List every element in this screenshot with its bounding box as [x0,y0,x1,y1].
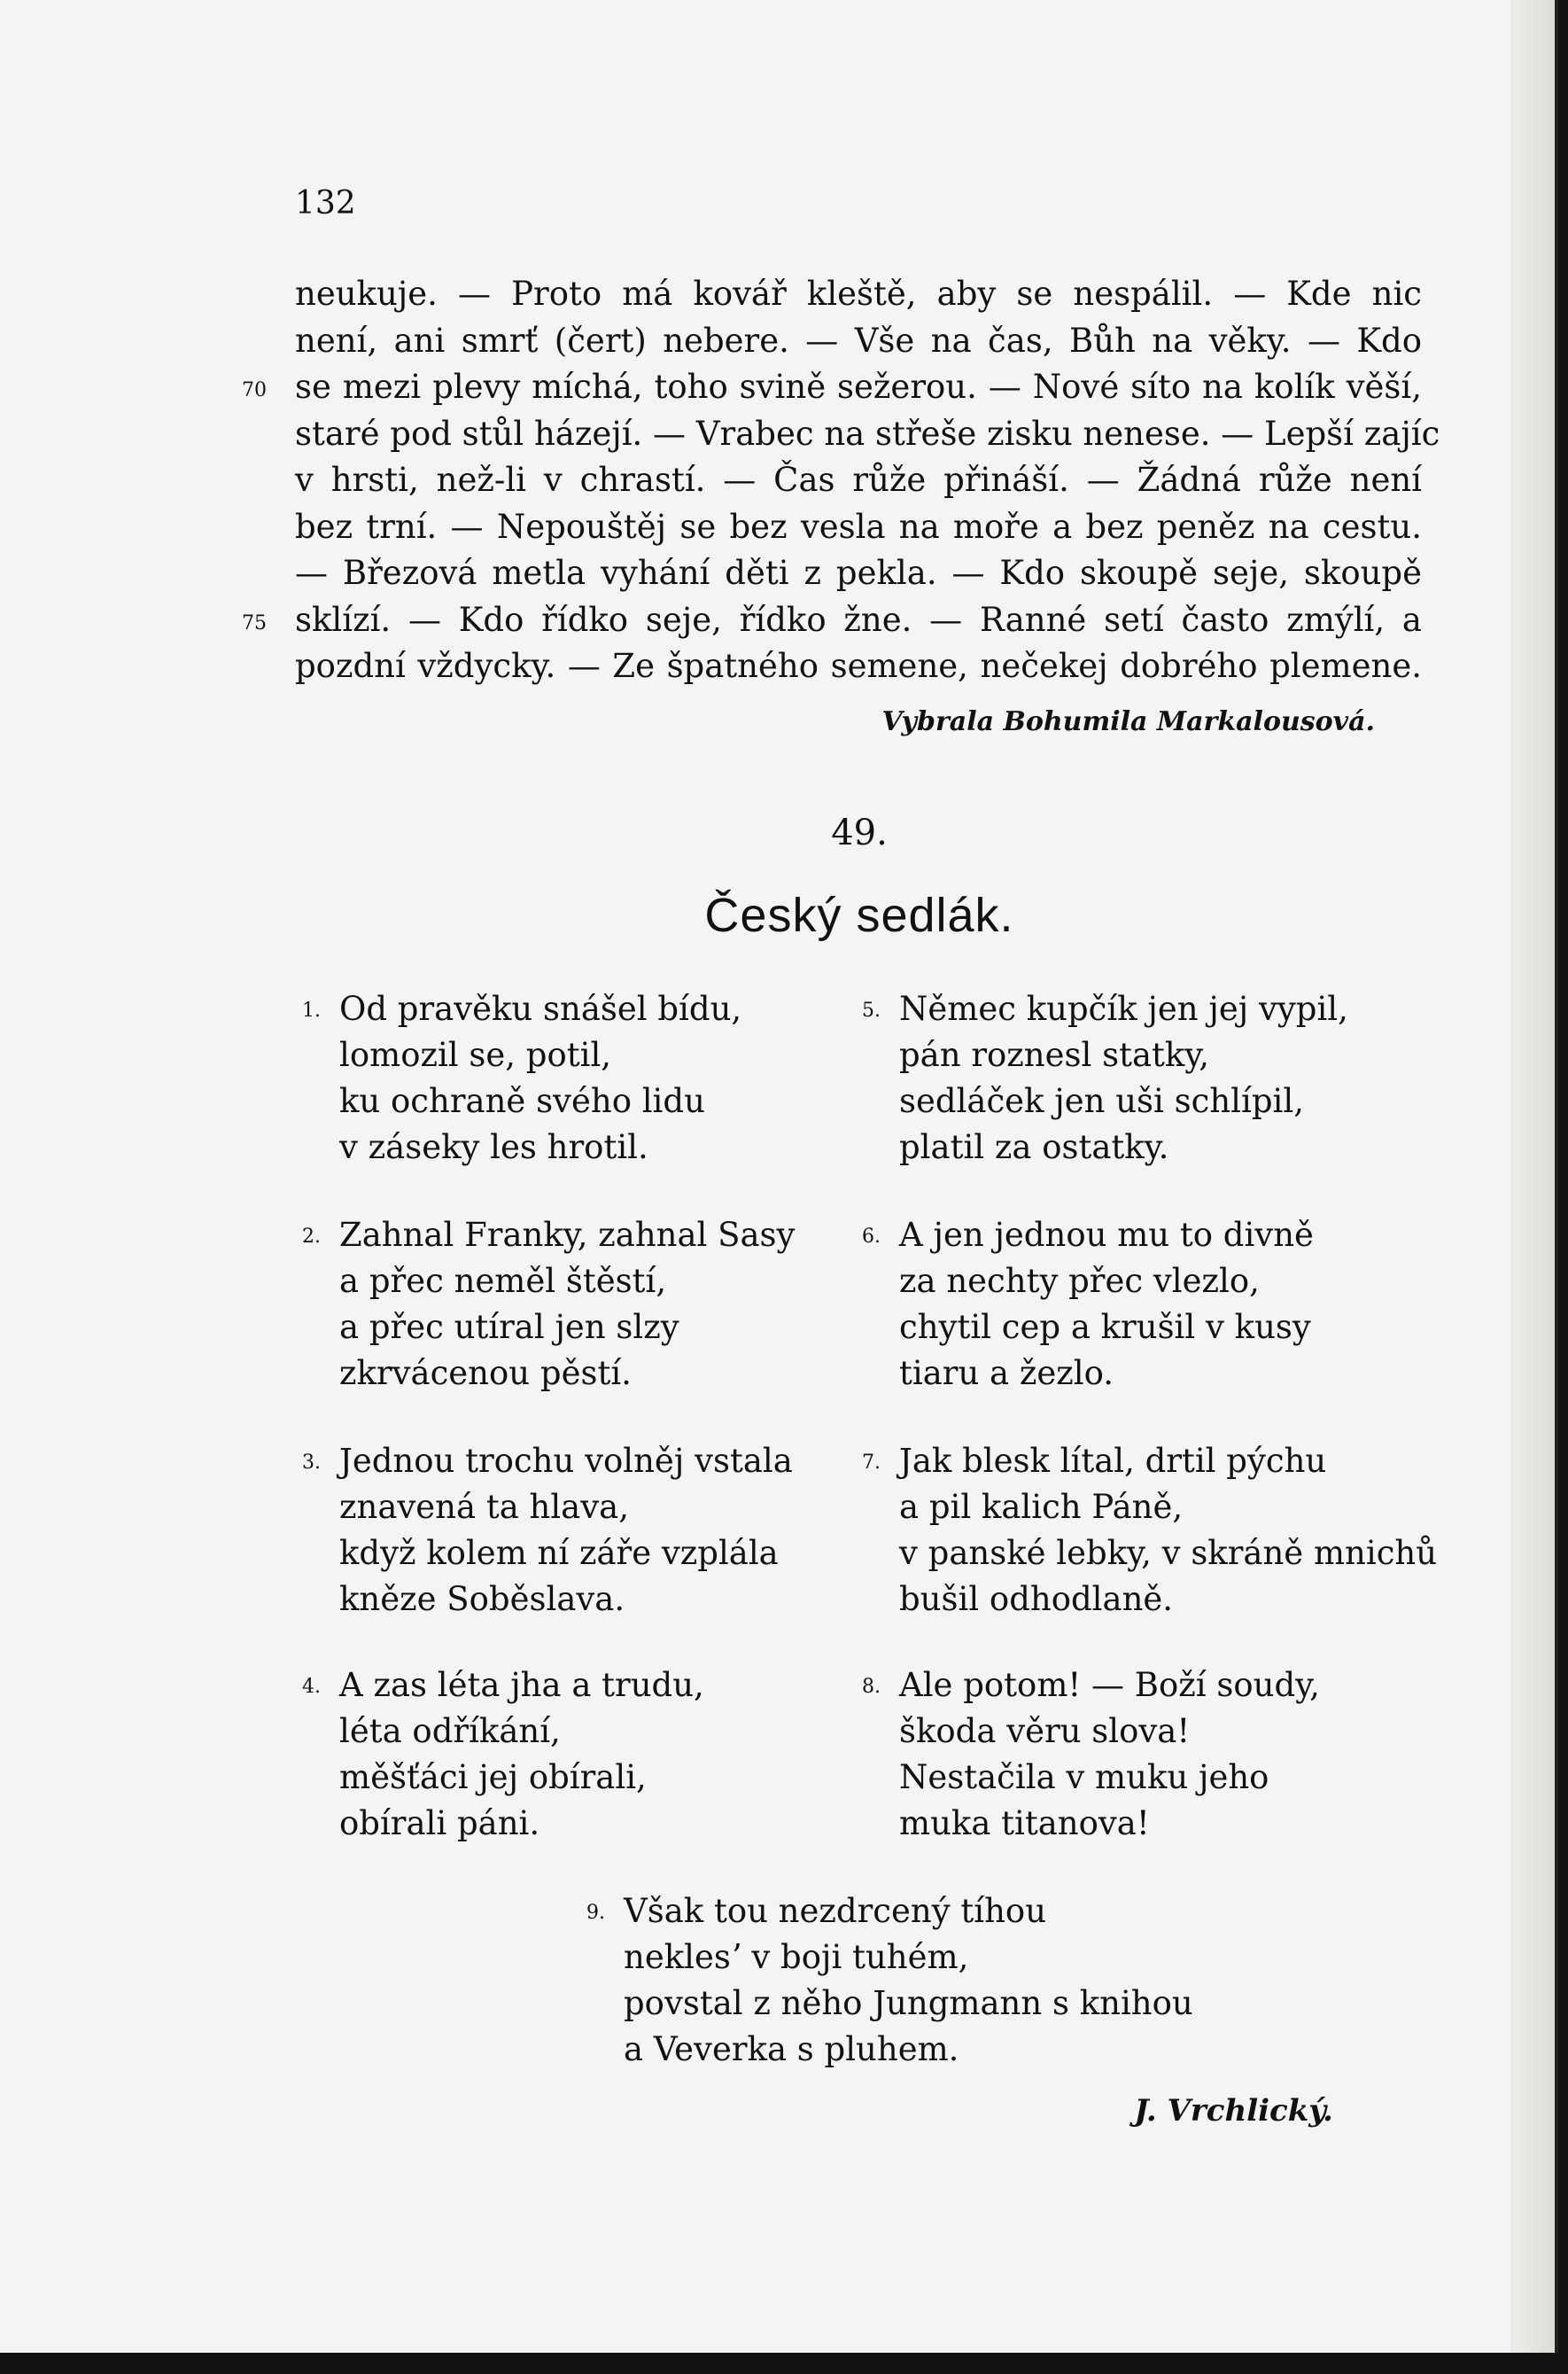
verse-line: a přec neměl štěstí, [339,1262,667,1300]
stanza [862,986,1348,1171]
poem-number: 49. [831,813,888,853]
verse-line: když kolem ní záře vzplála [339,1534,779,1572]
verse-line: zkrvácenou pěstí. [339,1354,632,1392]
prose-line: neukuje. — Proto má kovář kleště, aby se nespálil. — Kde nic [295,275,1422,313]
verse-line: měšťáci jej obírali, [339,1758,647,1796]
verse-line: platil za ostatky. [899,1128,1169,1166]
verse-line: Však tou nezdrcený tíhou [624,1892,1047,1930]
poem-title: Český sedlák. [704,889,1014,942]
proverbs-text [242,271,1440,690]
verse-line: A jen jednou mu to divně [899,1216,1314,1254]
verse-line: kněze Soběslava. [339,1580,625,1618]
verse-line: Od pravěku snášel bídu, [339,990,742,1028]
stanza-number: 7. [862,1452,881,1474]
verse-line: tiaru a žezlo. [899,1354,1114,1392]
stanza [586,1888,1193,2073]
verse-line: Zahnal Franky, zahnal Sasy [339,1216,796,1254]
stanza-number: 8. [862,1676,881,1698]
verse-line: lomozil se, potil, [339,1036,612,1074]
verse-line: škoda věru slova! [899,1712,1191,1750]
stanza-number: 9. [586,1902,605,1924]
prose-line: bez trní. — Nepouštěj se bez vesla na moře a bez peněz na cestu. [295,507,1422,546]
scan-edge [1510,0,1555,2353]
stanza-number: 5. [862,1000,881,1022]
stanza-number: 2. [302,1226,321,1248]
prose-line: staré pod stůl házejí. — Vrabec na střeše zisku nenese. — Lepší zajíc [295,414,1440,453]
verse-line: v panské lebky, v skráně mnichů [899,1534,1438,1572]
verse-line: sedláček jen uši schlípil, [899,1082,1304,1120]
verse-line: za nechty přec vlezlo, [899,1262,1260,1300]
verse-line: obírali páni. [339,1804,540,1842]
verse-line: chytil cep a krušil v kusy [899,1308,1311,1346]
proverbs-attribution: Vybrala Bohumila Markalousová. [881,706,1375,737]
prose-line: v hrsti, než-li v chrastí. — Čas růže přináší. — Žádná růže není [295,461,1422,499]
stanza [862,1662,1320,1847]
verse-line: pán roznesl statky, [899,1036,1210,1074]
stanza [862,1212,1314,1397]
verse-line: Ale potom! — Boží soudy, [899,1666,1320,1704]
stanza [302,1662,704,1847]
verse-line: Němec kupčík jen jej vypil, [899,990,1348,1028]
prose-line: — Březová metla vyhání děti z pekla. — Kdo skoupě seje, skoupě [295,554,1422,592]
verse-line: ku ochraně svého lidu [339,1082,705,1120]
verse-line: a pil kalich Páně, [899,1488,1184,1526]
verse-line: neklesʼ v boji tuhém, [624,1938,969,1976]
stanza-number: 3. [302,1452,321,1474]
verse-line: Jednou trochu volněj vstala [339,1442,793,1480]
verse-line: muka titanova! [899,1804,1150,1842]
verse-line: v záseky les hrotil. [339,1128,648,1166]
verse-line: léta odříkání, [339,1712,561,1750]
verse-line: znavená ta hlava, [339,1488,629,1526]
verse-line: bušil odhodlaně. [899,1580,1174,1618]
stanza-number: 4. [302,1676,321,1698]
prose-line: 75 sklízí. — Kdo řídko seje, řídko žne. — Ranné setí často zmýlí, a [295,597,1422,644]
line-number: 70 [242,379,267,401]
stanza [302,986,742,1171]
stanza-number: 6. [862,1226,881,1248]
poem-author: J. Vrchlický. [1134,2093,1333,2129]
stanza [862,1438,1438,1623]
page-number: 132 [295,185,356,222]
prose-line: není, ani smrť (čert) nebere. — Vše na čas, Bůh na věky. — Kdo [295,321,1422,360]
stanza [302,1438,793,1623]
prose-line: 70 se mezi plevy míchá, toho svině sežerou. — Nové síto na kolík věší, [295,364,1422,411]
stanza [302,1212,796,1397]
verse-line: a přec utíral jen slzy [339,1308,679,1346]
verse-line: Nestačila v muku jeho [899,1758,1269,1796]
verse-line: a Veverka s pluhem. [624,2030,959,2068]
line-number: 75 [242,611,267,634]
verse-line: A zas léta jha a trudu, [339,1666,704,1704]
verse-line: Jak blesk lítal, drtil pýchu [899,1442,1327,1480]
verse-line: povstal z něho Jungmann s knihou [624,1984,1193,2022]
stanza-number: 1. [302,1000,321,1022]
prose-line: pozdní vždycky. — Ze špatného semene, nečekej dobrého plemene. [295,647,1422,685]
